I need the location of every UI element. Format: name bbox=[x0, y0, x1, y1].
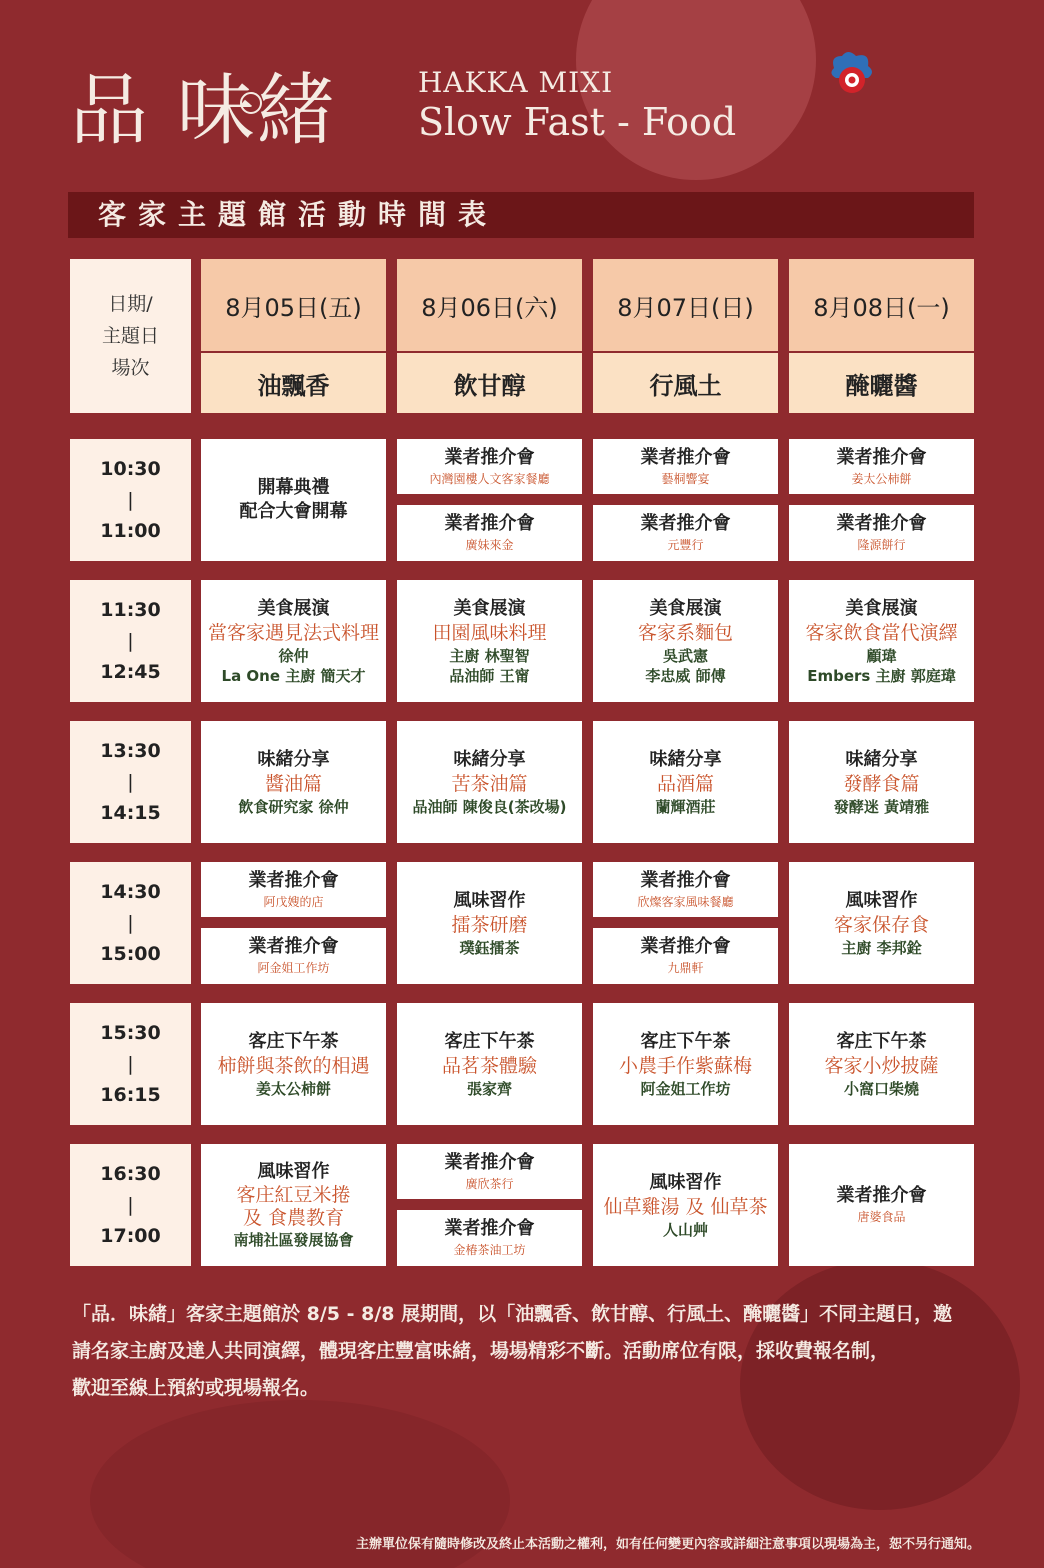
hakka-logo-icon bbox=[826, 50, 878, 96]
event-title: 風味習作 bbox=[257, 1161, 330, 1182]
event-presenter: 姜太公柿餅 bbox=[255, 1079, 331, 1098]
event-vendor: 阿金姐工作坊 bbox=[257, 961, 330, 975]
event-subtitle: 品酒篇 bbox=[656, 772, 714, 795]
event-cell bbox=[593, 862, 778, 917]
event-presenter: 品油師 陳俊良(茶改場) bbox=[412, 797, 567, 816]
event-title: 味緒分享 bbox=[845, 748, 918, 770]
title-main: 品 味緒 bbox=[70, 66, 337, 156]
time-separator: | bbox=[127, 1194, 134, 1216]
title-dot-icon bbox=[240, 92, 262, 114]
event-title: 業者推介會 bbox=[640, 869, 731, 891]
time-end: 12:45 bbox=[100, 661, 161, 683]
time-separator: | bbox=[127, 912, 134, 934]
title-en-line2: Slow Fast - Food bbox=[418, 100, 737, 144]
event-presenter: 小窩口柴燒 bbox=[843, 1079, 919, 1098]
event-title: 客庄下午茶 bbox=[444, 1030, 535, 1052]
day-date-4: 8月08日(一) bbox=[789, 259, 974, 351]
time-separator: | bbox=[127, 771, 134, 793]
event-subtitle: 醬油篇 bbox=[264, 772, 322, 795]
event-subtitle: 品茗茶體驗 bbox=[441, 1054, 537, 1077]
event-presenter: 南埔社區發展協會 bbox=[233, 1231, 354, 1249]
corner-label-session: 場次 bbox=[111, 357, 150, 379]
event-presenter: La One 主廚 簡天才 bbox=[221, 666, 366, 685]
day-date-2: 8月06日(六) bbox=[397, 259, 582, 351]
event-vendor: 欣燦客家風味餐廳 bbox=[637, 894, 734, 909]
event-cell bbox=[201, 1003, 386, 1125]
event-presenter: 吳武憲 bbox=[662, 646, 708, 665]
description-line: 歡迎至線上預約或現場報名。 bbox=[72, 1377, 320, 1399]
event-cell bbox=[201, 1144, 386, 1266]
event-title: 味緒分享 bbox=[453, 748, 526, 770]
table-corner-header bbox=[70, 259, 191, 413]
event-cell bbox=[789, 580, 974, 702]
event-title: 美食展演 bbox=[649, 597, 722, 619]
time-start: 16:30 bbox=[100, 1163, 161, 1185]
corner-label-theme: 主題日 bbox=[101, 325, 159, 347]
event-title: 風味習作 bbox=[649, 1171, 722, 1193]
time-start: 11:30 bbox=[100, 599, 161, 621]
event-presenter: 張家齊 bbox=[466, 1079, 512, 1098]
event-title: 美食展演 bbox=[453, 597, 526, 619]
day-theme-4: 醃曬醬 bbox=[789, 353, 974, 413]
time-separator: | bbox=[127, 630, 134, 652]
event-cell bbox=[789, 862, 974, 984]
event-title: 開幕典禮 bbox=[257, 477, 330, 498]
event-title: 味緒分享 bbox=[257, 748, 330, 770]
description-line: 「品．味緒」客家主題館於 8/5 - 8/8 展期間，以「油飄香、飲甘醇、行風土、醃曬醬」不同主題日，邀 bbox=[72, 1303, 953, 1325]
time-separator: | bbox=[127, 1053, 134, 1075]
event-cell bbox=[201, 928, 386, 984]
event-subtitle: 客庄紅豆米捲 bbox=[236, 1184, 351, 1206]
event-presenter: 璞鈺擂茶 bbox=[459, 938, 520, 957]
event-vendor: 唐婆食品 bbox=[857, 1210, 906, 1224]
event-subtitle: 苦茶油篇 bbox=[451, 772, 528, 795]
event-presenter: 阿金姐工作坊 bbox=[640, 1079, 731, 1098]
time-end: 11:00 bbox=[100, 520, 161, 542]
time-slot-4 bbox=[70, 862, 191, 984]
event-subtitle: 當客家遇見法式料理 bbox=[207, 621, 379, 644]
event-presenter: 蘭輝酒莊 bbox=[655, 797, 716, 816]
event-cell bbox=[397, 721, 582, 843]
event-presenter: 品油師 王甯 bbox=[449, 666, 530, 685]
time-separator: | bbox=[127, 489, 134, 511]
event-title: 業者推介會 bbox=[444, 1151, 535, 1173]
event-subtitle: 發酵食篇 bbox=[843, 772, 920, 795]
event-vendor: 姜太公柿餅 bbox=[851, 471, 912, 486]
event-title: 業者推介會 bbox=[640, 446, 731, 468]
day-theme-1: 油飄香 bbox=[201, 353, 386, 413]
day-date-3: 8月07日(日) bbox=[593, 259, 778, 351]
time-start: 15:30 bbox=[100, 1022, 161, 1044]
event-vendor: 阿戊嫂的店 bbox=[263, 894, 324, 909]
event-title: 配合大會開幕 bbox=[239, 501, 348, 522]
event-title: 客庄下午茶 bbox=[836, 1030, 927, 1052]
event-subtitle: 小農手作紫蘇梅 bbox=[618, 1054, 752, 1077]
event-presenter: 人山艸 bbox=[662, 1220, 708, 1239]
event-cell bbox=[789, 1003, 974, 1125]
event-title: 客庄下午茶 bbox=[640, 1030, 731, 1052]
event-cell bbox=[397, 1144, 582, 1199]
event-vendor: 藝桐響宴 bbox=[661, 471, 710, 486]
event-title: 業者推介會 bbox=[444, 513, 535, 534]
time-end: 16:15 bbox=[100, 1084, 161, 1106]
time-start: 14:30 bbox=[100, 881, 161, 903]
event-title: 美食展演 bbox=[845, 597, 918, 619]
time-slot-1 bbox=[70, 439, 191, 561]
event-title: 業者推介會 bbox=[836, 513, 927, 534]
event-subtitle: 客家小炒披薩 bbox=[824, 1054, 939, 1077]
event-title: 業者推介會 bbox=[444, 446, 535, 468]
event-cell bbox=[789, 439, 974, 494]
event-cell bbox=[201, 580, 386, 702]
description-line: 請名家主廚及達人共同演繹，體現客庄豐富味緒，場場精彩不斷。活動席位有限，採收費報名制， bbox=[72, 1340, 890, 1362]
event-title: 業者推介會 bbox=[640, 513, 731, 534]
event-cell bbox=[397, 1003, 582, 1125]
event-title: 風味習作 bbox=[453, 889, 526, 911]
event-presenter: 主廚 李邦銓 bbox=[841, 938, 922, 957]
event-vendor: 九鼎軒 bbox=[667, 961, 704, 975]
event-cell bbox=[397, 505, 582, 561]
event-cell bbox=[593, 439, 778, 494]
event-cell bbox=[593, 721, 778, 843]
event-vendor: 內灣園樓人文客家餐廳 bbox=[429, 471, 550, 486]
time-slot-5 bbox=[70, 1003, 191, 1125]
day-theme-2: 飲甘醇 bbox=[397, 353, 582, 413]
event-cell bbox=[397, 439, 582, 494]
event-cell bbox=[593, 1144, 778, 1266]
event-presenter: 飲食研究家 徐仲 bbox=[238, 797, 349, 816]
time-slot-6 bbox=[70, 1144, 191, 1266]
event-vendor: 金椿茶油工坊 bbox=[453, 1243, 526, 1257]
event-presenter: 主廚 林聖智 bbox=[449, 646, 530, 665]
day-theme-3: 行風土 bbox=[593, 353, 778, 413]
event-vendor: 廣妹來金 bbox=[465, 538, 514, 552]
event-subtitle: 仙草雞湯 及 仙草茶 bbox=[603, 1195, 768, 1218]
time-slot-2 bbox=[70, 580, 191, 702]
event-subtitle: 柿餅與茶飲的相遇 bbox=[217, 1054, 370, 1077]
event-title: 業者推介會 bbox=[836, 446, 927, 468]
event-vendor: 隆源餅行 bbox=[857, 538, 906, 552]
event-presenter: 發酵迷 黃靖雅 bbox=[833, 797, 930, 816]
event-cell bbox=[397, 1210, 582, 1266]
title-en-line1: HAKKA MIXI bbox=[418, 66, 614, 99]
event-subtitle: 客家系麵包 bbox=[637, 621, 733, 644]
event-cell bbox=[593, 1003, 778, 1125]
corner-label-date: 日期/ bbox=[108, 293, 153, 315]
time-slot-3 bbox=[70, 721, 191, 843]
time-start: 13:30 bbox=[100, 740, 161, 762]
event-title: 業者推介會 bbox=[836, 1185, 927, 1206]
event-cell bbox=[593, 928, 778, 984]
event-subtitle: 田園風味料理 bbox=[432, 621, 547, 644]
event-subtitle: 及 食農教育 bbox=[242, 1207, 345, 1229]
event-cell bbox=[593, 505, 778, 561]
time-end: 15:00 bbox=[100, 943, 161, 965]
time-end: 14:15 bbox=[100, 802, 161, 824]
event-subtitle: 客家保存食 bbox=[833, 913, 929, 936]
event-title: 風味習作 bbox=[845, 889, 918, 911]
event-title: 業者推介會 bbox=[444, 1218, 535, 1239]
event-cell bbox=[789, 1144, 974, 1266]
event-subtitle: 客家飲食當代演繹 bbox=[805, 621, 958, 644]
event-vendor: 元豐行 bbox=[667, 538, 704, 552]
time-end: 17:00 bbox=[100, 1225, 161, 1247]
event-title: 業者推介會 bbox=[248, 936, 339, 957]
event-description bbox=[72, 1296, 982, 1407]
event-title: 業者推介會 bbox=[640, 936, 731, 957]
event-presenter: 顧瑋 bbox=[866, 646, 897, 665]
event-cell bbox=[201, 862, 386, 917]
event-cell bbox=[789, 505, 974, 561]
event-subtitle: 擂茶研磨 bbox=[451, 913, 528, 936]
disclaimer: 主辦單位保有隨時修改及終止本活動之權利，如有任何變更內容或詳細注意事項以現場為主，恕不另行通知。 bbox=[355, 1537, 980, 1552]
event-title: 客庄下午茶 bbox=[248, 1030, 339, 1052]
event-title: 美食展演 bbox=[257, 597, 330, 619]
event-cell bbox=[593, 580, 778, 702]
event-vendor: 廣欣茶行 bbox=[465, 1176, 514, 1191]
event-presenter: Embers 主廚 郭庭瑋 bbox=[807, 666, 956, 685]
event-cell bbox=[789, 721, 974, 843]
event-cell bbox=[201, 721, 386, 843]
event-title: 味緒分享 bbox=[649, 748, 722, 770]
day-date-1: 8月05日(五) bbox=[201, 259, 386, 351]
event-title: 業者推介會 bbox=[248, 869, 339, 891]
event-cell bbox=[397, 580, 582, 702]
event-presenter: 徐仲 bbox=[278, 646, 309, 665]
event-cell-opening bbox=[201, 439, 386, 561]
schedule-banner: 客家主題館活動時間表 bbox=[68, 192, 974, 238]
event-presenter: 李忠威 師傅 bbox=[645, 666, 726, 685]
time-start: 10:30 bbox=[100, 458, 161, 480]
event-cell bbox=[397, 862, 582, 984]
